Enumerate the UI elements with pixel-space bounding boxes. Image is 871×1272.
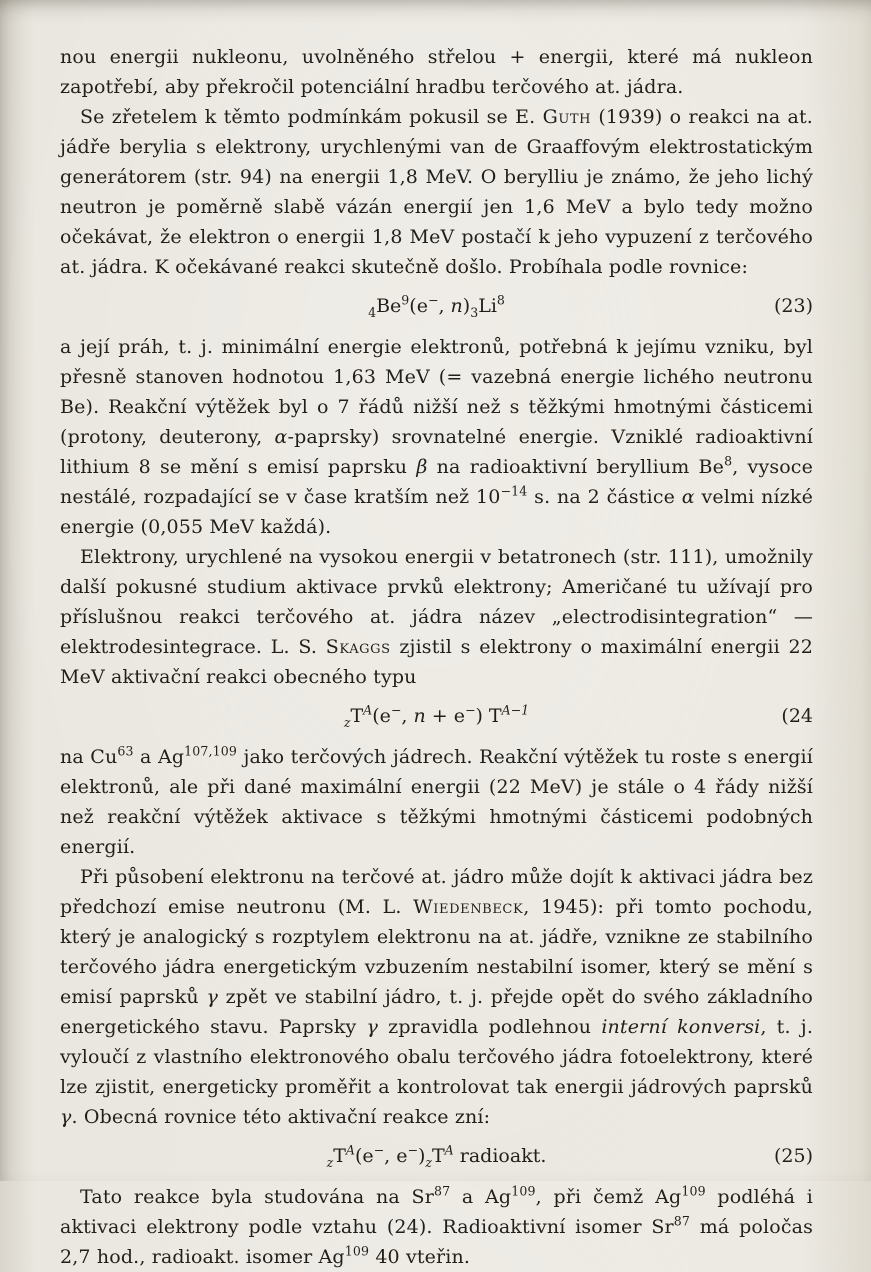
text-run: , t. j. vyloučí z vlastního elektronového obalu terčového jádra fotoelektrony, které lze zjistit, energeticky proměřit a kontrolovat tak energii jádrových paprsků [60,1016,814,1098]
equation [60,701,813,731]
paragraph [60,542,813,692]
text-run: α [274,426,288,448]
text-run: a Ag [133,746,185,768]
text-run: podléhá i aktivaci elektrony podle vztahu (24). Radioaktivní isomer Sr [60,1186,813,1238]
text-run: n [450,295,463,317]
equation-number: (25) [773,1145,813,1167]
text-run: z [425,1154,432,1170]
text-run: 63 [117,743,134,759]
text-run: 109 [511,1183,536,1199]
equation-body [344,701,529,731]
text-run: γ [366,1016,379,1038]
text-run: T [431,1145,445,1167]
text-run: α [681,486,695,508]
text-run: jako terčových jádrech. Reakční výtěžek tu roste s energií elektronů, ale při dané maximální energii (22 MeV) je stále o 4 řády nižší než reakční výtěžek aktivace s těžkými hmotnými částicemi podobných energií. [60,746,813,858]
text-run: 3 [470,304,479,320]
equation [60,291,813,321]
text-run: , při čemž Ag [535,1186,682,1208]
text-run: 40 vteřin. [369,1246,471,1268]
text-run: − [390,702,402,718]
text-run: T [350,705,364,727]
text-run: nou energii nukleonu, uvolněného střelou + energii, které má nukleon zapotřebí, aby překročil potenciální hradbu terčového at. jádra. [60,46,813,98]
paragraph [60,332,813,542]
text-run: zpět ve stabilní jádro, t. j. přejde opět do svého základního energetického stavu. Paprsky [60,986,813,1038]
text-run: , vysoce nestálé, rozpadající se v čase kratším než 10 [60,456,813,508]
text-run: 109 [344,1243,370,1259]
text-run: radioakt. [453,1145,547,1167]
paragraph [60,42,813,102]
text-run: a Ag [450,1186,512,1208]
text-run: , 1945): při tomto pochodu, který je analogický s rozptylem elektronu na at. jádře, vznikne ze stabilního terčového jádra energetickým vzbuzením nestabilní isomer, který se mění s emisí paprsků [60,896,813,1008]
text-run: na Cu [60,746,118,768]
text-run: β [416,456,428,478]
text-run: (e [354,1145,374,1167]
equation [60,1141,813,1171]
text-run: interní konversi [601,1016,761,1038]
text-run: zjistil s elektrony o maximální energii 22 MeV aktivační reakci obecného typu [60,636,813,688]
text-run: − [407,1142,418,1158]
text-run: A [345,1142,355,1158]
text-run: Při působení elektronu na terčové at. jádro může dojít k aktivaci jádra bez předchozí emise neutronu (M. L. [60,866,813,918]
text-run: a její práh, t. j. minimální energie elektronů, potřebná k jejímu vzniku, byl přesně stanoven hodnotou 1,63 MeV (= vazebná energie lichého neutronu Be). Reakční výtěžek byl o 7 řádů nižší než s těžkými hmotnými částicemi (protony, deuterony, [60,336,813,448]
text-run: zpravidla podlehnou [378,1016,602,1038]
text-run: 87 [433,1183,451,1199]
equation-number: (24 [781,705,813,727]
text-run: − [464,702,476,718]
text-run: γ [60,1106,72,1128]
text-run: − [373,1142,385,1158]
text-run: Li [478,295,497,317]
text-run: + e [425,705,465,727]
text-run: A−1 [501,702,530,718]
paragraph [60,742,813,862]
text-run: Wiedenbeck [413,896,524,918]
text-run: , e [384,1145,408,1167]
text-run: velmi nízké energie (0,055 MeV každá). [60,486,813,538]
text-run: ) [417,1145,426,1167]
text-run: Elektrony, urychlené na vysokou energii v betatronech (str. 111), umožnily další pokusné studium aktivace prvků elektrony; Američané tu užívají pro příslušnou reakci terčového at. jádra název „electrodisintegration“ — elektrodesintegrace. L. S. [60,546,813,658]
text-run: . Obecná rovnice této aktivační reakce zní: [71,1106,491,1128]
text-run: −14 [500,483,528,499]
equation-number: (23) [773,295,813,317]
text-run: ) T [475,705,502,727]
paragraph [60,862,813,1132]
text-run: z [343,714,351,730]
text-run: A [363,702,373,718]
text-run: 4 [368,304,377,320]
text-run: 107,109 [184,743,238,759]
equation-body [327,1141,547,1171]
text-run: , [401,705,414,727]
text-run: γ [206,986,218,1008]
text-run: 8 [496,292,505,308]
paragraph [60,102,813,282]
text-run: Be [376,295,402,317]
text-run: 109 [681,1183,706,1199]
text-run: − [427,292,439,308]
equation-body [368,291,505,321]
text-run: Se zřetelem k těmto podmínkám pokusil se E. [80,106,543,128]
text-run: ) [462,295,471,317]
text-run: 8 [724,453,733,469]
text-run: (e [409,295,428,317]
text-run: (1939) o reakci na at. jádře berylia s elektrony, urychlenými van de Graaffovým elektrostatickým generátorem (str. 94) na energii 1,8 MeV. O berylliu je známo, že jeho lichý neutron je poměrně slabě vázán energií jen 1,6 MeV a bylo tedy možno očekávat, že elektron o energii 1,8 MeV postačí k jeho vypuzení z terčového at. jádra. K očekávané reakci skutečně došlo. Probíhala podle rovnice: [60,106,813,278]
text-run: Tato reakce byla studována na Sr [80,1186,434,1208]
text-run: T [333,1145,346,1167]
text-run: , [438,295,451,317]
text-run: 9 [401,292,410,308]
text-run: Guth [542,106,592,128]
text-run: má poločas 2,7 hod., radioakt. isomer Ag [60,1216,813,1268]
text-run: na radioaktivní beryllium Be [427,456,725,478]
text-run: -paprsky) srovnatelné energie. Vzniklé radioaktivní lithium 8 se mění s emisí paprsku [60,426,814,478]
text-run: (e [372,705,391,727]
text-run: Skaggs [325,636,391,658]
text-run: s. na 2 částice [527,486,682,508]
text-run: z [326,1154,334,1170]
paragraph [60,1182,813,1272]
text-run: 87 [673,1213,691,1229]
text-run: n [413,705,426,727]
page-body [60,42,813,1272]
text-run: A [444,1142,454,1158]
